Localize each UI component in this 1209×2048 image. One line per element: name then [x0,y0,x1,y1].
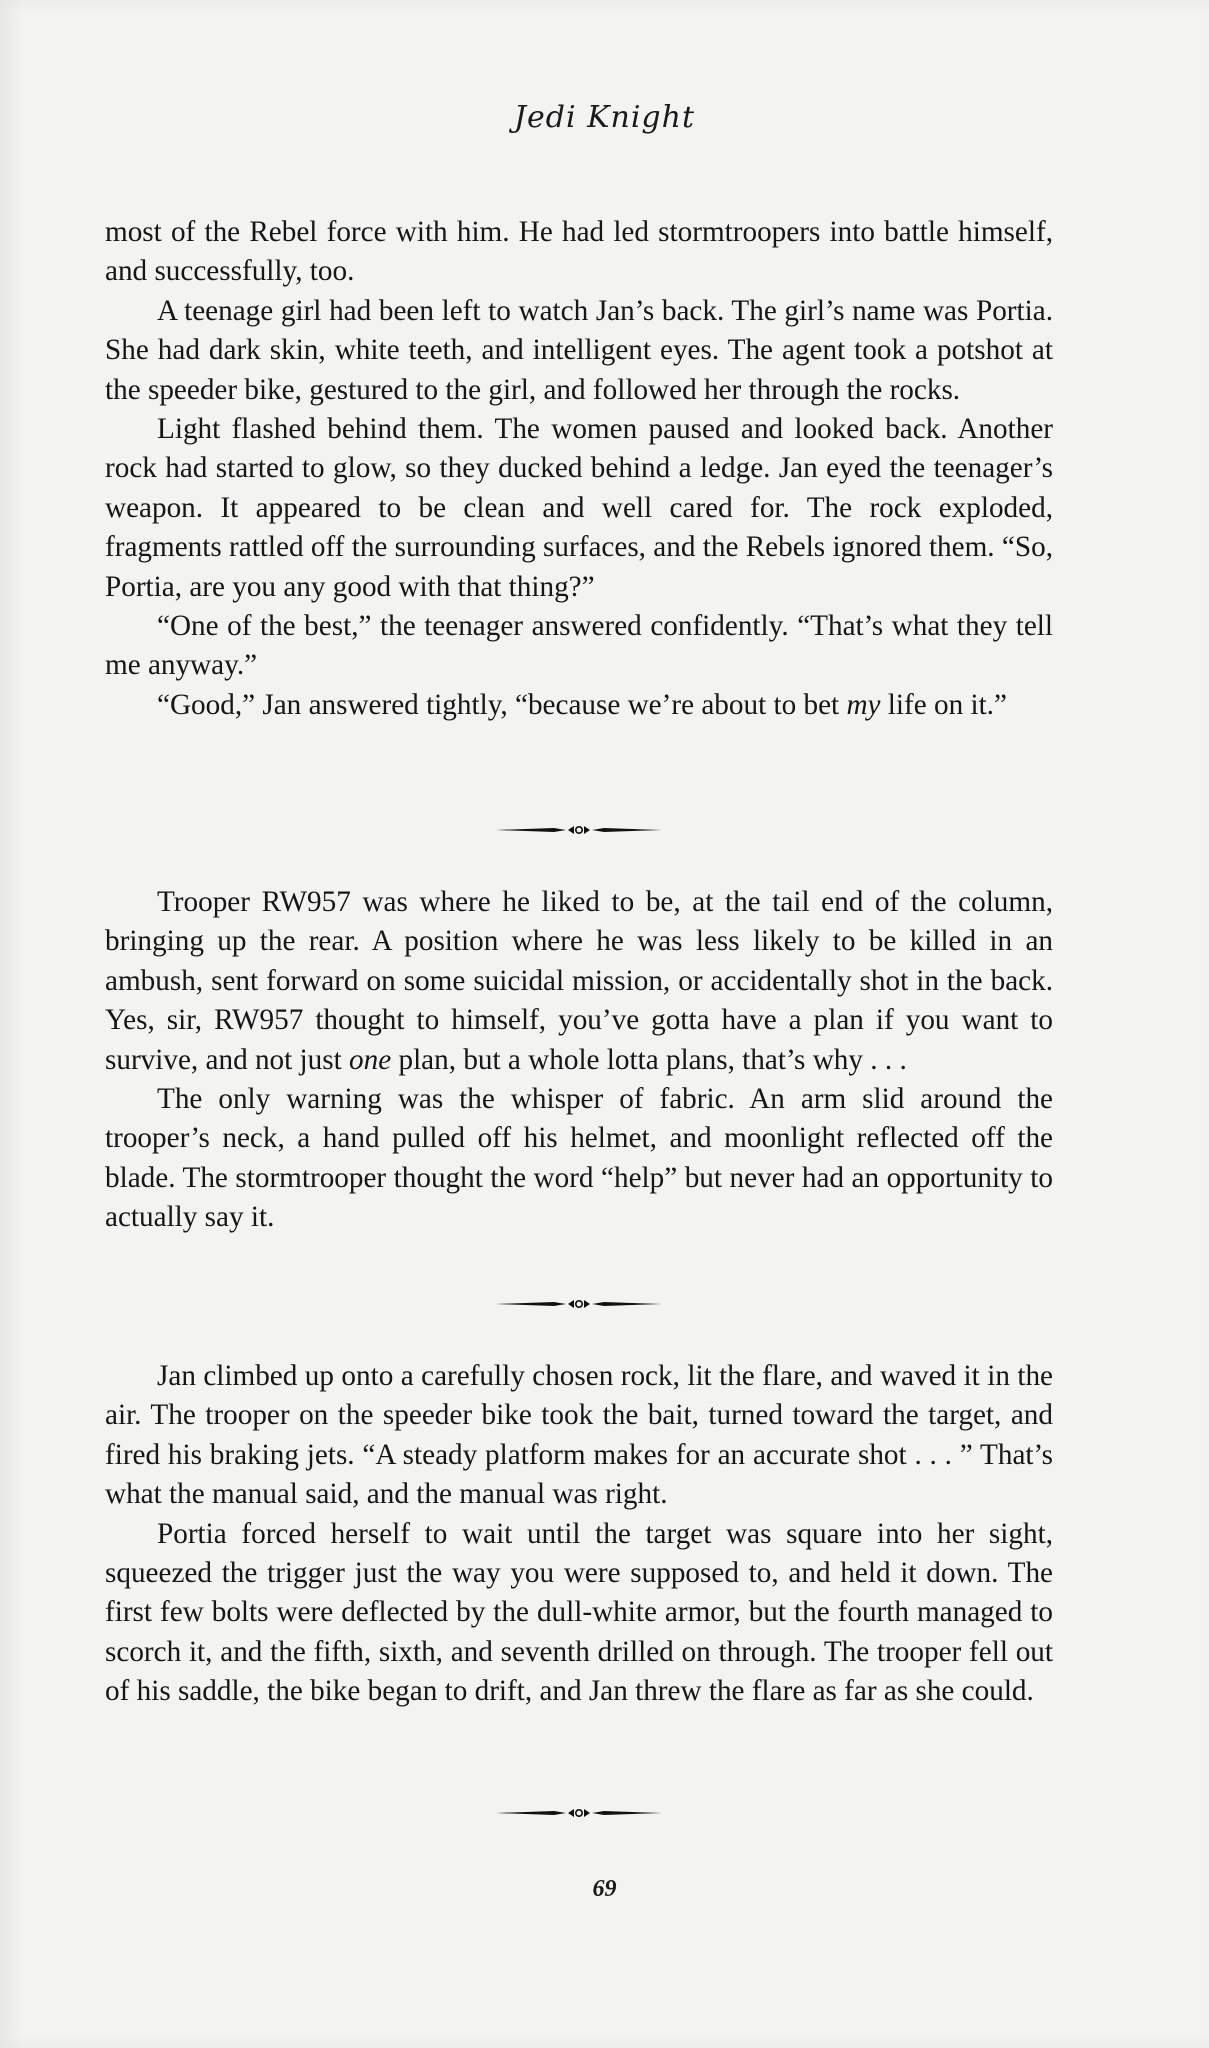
text-run: life on it.” [880,688,1007,721]
ornamental-divider-icon [494,1297,664,1311]
section-3 [105,1357,1053,1712]
paragraph: Portia forced herself to wait until the target was square into her sight, squeezed the trigger just the way you were supposed to, and held it down. The first few bolts were deflected by the dull-white armor, but the fourth managed to scorch it, and the fifth, sixth, and seventh drilled on through. The trooper fell out of his saddle, the bike began to drift, and Jan threw the flare as far as she could. [105,1517,1053,1708]
page-number: 69 [592,1876,617,1902]
paragraph: A teenage girl had been left to watch Jan’s back. The girl’s name was Portia. She had dark skin, white teeth, and intelligent eyes. The agent took a potshot at the speeder bike, gestured to the girl, and followed her through the rocks. [105,294,1053,406]
text-run: plan, but a whole lotta plans, that’s why . . . [391,1043,907,1076]
paragraph: most of the Rebel force with him. He had led stormtroopers into battle himself, and successfully, too. [105,216,1053,288]
emphasis-text: my [846,688,881,721]
paragraph: Light flashed behind them. The women paused and looked back. Another rock had started to glow, so they ducked behind a ledge. Jan eyed the teenager’s weapon. It appeared to be clean and well cared for. The rock exploded, fragments rattled off the surrounding surfaces, and the Rebels ignored them. “So, Portia, are you any good with that thing?” [105,413,1053,603]
paragraph [105,686,1053,725]
text-run: Trooper RW957 was where he liked to be, at the tail end of the column, bringing up the rear. A position where he was less likely to be killed in an ambush, sent forward on some suicidal mission, or accidentally shot in the back. Yes, sir, RW957 thought to himself, you’ve gotta have a plan if you want to survive, and not just [105,886,1053,1076]
paragraph [105,883,1053,1080]
running-header: Jedi Knight [513,100,696,135]
paragraph: “One of the best,” the teenager answered confidently. “That’s what they tell me anyway.” [105,610,1053,682]
text-run: “Good,” Jan answered tightly, “because we’re about to bet [157,688,847,721]
ornamental-divider-icon [494,823,664,837]
ornamental-divider-icon [494,1806,664,1820]
section-1 [105,213,1053,725]
section-2 [105,883,1053,1238]
paragraph: Jan climbed up onto a carefully chosen rock, lit the flare, and waved it in the air. The trooper on the speeder bike took the bait, turned toward the target, and fired his braking jets. “A steady platform makes for an accurate shot . . . ” That’s what the manual said, and the manual was right. [105,1360,1053,1511]
paragraph: The only warning was the whisper of fabric. An arm slid around the trooper’s neck, a hand pulled off his helmet, and moonlight reflected off the blade. The stormtrooper thought the word “help” but never had an opportunity to actually say it. [105,1083,1053,1234]
emphasis-text: one [349,1043,392,1076]
